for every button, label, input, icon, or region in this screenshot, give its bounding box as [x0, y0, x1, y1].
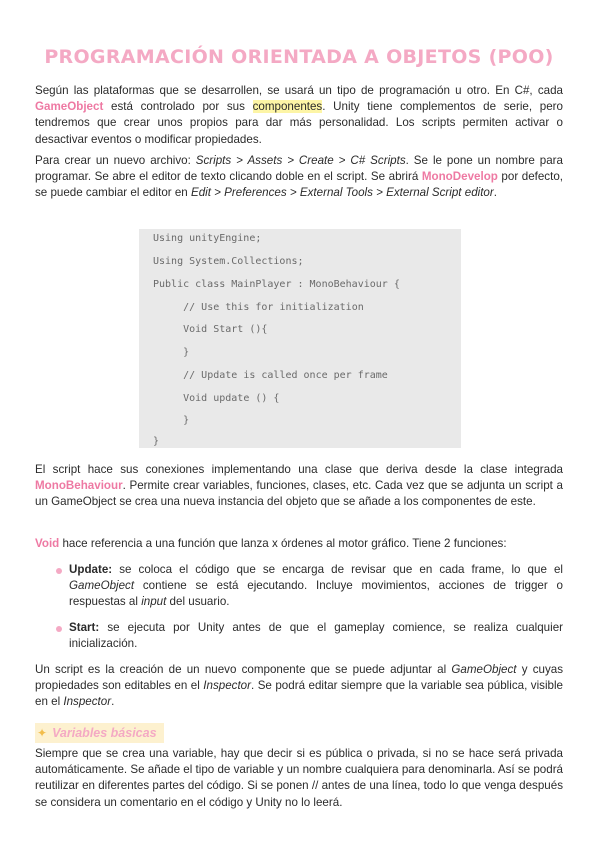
void-paragraph: Void hace referencia a una función que lanza x órdenes al motor gráfico. Tiene 2 funciones:	[35, 537, 507, 550]
code-line: Using unityEngine;	[153, 233, 262, 244]
section-heading-variables	[35, 723, 164, 743]
bullet-icon	[56, 568, 62, 574]
componentes-highlight: componentes	[252, 100, 323, 114]
monodevelop-term: MonoDevelop	[421, 170, 498, 184]
code-line: // Use this for initialization	[147, 302, 364, 313]
functions-list-2	[35, 620, 563, 652]
code-line: }	[147, 347, 190, 358]
page-title: PROGRAMACIÓN ORIENTADA A OBJETOS (POO)	[44, 46, 554, 68]
component-paragraph: Un script es la creación de un nuevo componente que se puede adjuntar al GameObject y cuyas propiedades son editables en el Inspector. Se podrá editar siempre que la variable sea pública, visible en el Inspector.	[35, 663, 563, 709]
create-paragraph: Para crear un nuevo archivo: Scripts > Assets > Create > C# Scripts. Se le pone un nombre para programar. Se abre el editor de texto clicando doble en el script. Se abrirá MonoDevelop por defecto, se puede cambiar el editor en Edit > Preferences > External Tools > External Script editor.	[35, 154, 563, 200]
code-line: Void Start (){	[147, 324, 268, 335]
code-snippet	[139, 229, 461, 448]
code-line: // Update is called once per frame	[147, 370, 388, 381]
code-line: }	[153, 436, 160, 447]
intro-paragraph: Según las plataformas que se desarrollen, se usará un tipo de programación u otro. En C#, cada GameObject está controlado por sus componentes. Unity tiene complementos de serie, pero tendremos que crear unos propios para dar más personalidad. Los scripts permiten activar o desactivar eventos o modificar propiedades.	[35, 84, 563, 146]
code-line: Public class MainPlayer : MonoBehaviour {	[153, 279, 400, 290]
void-term: Void	[35, 537, 60, 550]
monobehaviour-term: MonoBehaviour	[35, 479, 123, 493]
sparkle-icon: ✦	[37, 726, 48, 740]
functions-list	[35, 562, 563, 611]
code-line: Void update () {	[147, 393, 280, 404]
code-line: Using System.Collections;	[153, 256, 304, 267]
code-line: }	[147, 415, 190, 426]
list-item-update: Update: se coloca el código que se encarga de revisar que en cada frame, lo que el GameObject contiene se está ejecutando. Incluye movimientos, acciones de trigger o respuestas al input del usuario.	[35, 562, 563, 611]
variables-paragraph: Siempre que se crea una variable, hay que decir si es pública o privada, si no se hace será privada automáticamente. Se añade el tipo de variable y un nombre cualquiera para denominarla. Así se podrá reutilizar en diferentes partes del código. Si se ponen // antes de una línea, todo lo que venga después se considera un comentario en el código y Unity no lo leerá.	[35, 747, 563, 809]
script-paragraph: El script hace sus conexiones implementando una clase que deriva desde la clase integrada MonoBehaviour. Permite crear variables, funciones, clases, etc. Cada vez que se adjunta un script a un GameObject se crea una nueva instancia del objeto que se añade a los componentes de este.	[35, 463, 563, 509]
list-item-start: Start: se ejecuta por Unity antes de que el gameplay comience, se realiza cualquier inicialización.	[35, 620, 563, 652]
gameobject-term: GameObject	[35, 100, 104, 114]
section-title: Variables básicas	[52, 726, 157, 740]
bullet-icon	[56, 626, 62, 632]
